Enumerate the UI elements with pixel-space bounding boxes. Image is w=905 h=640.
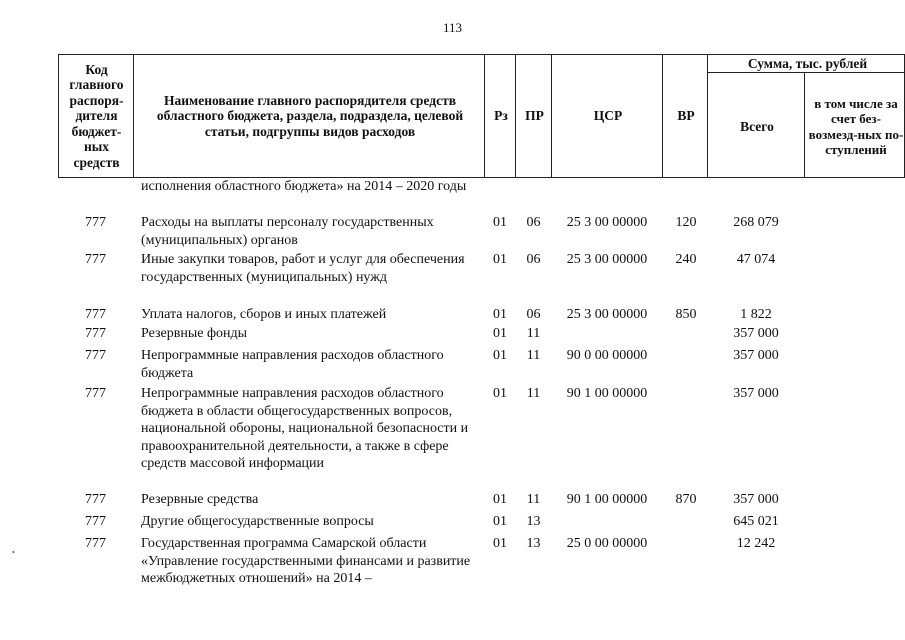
row-pr: 11 <box>526 326 541 341</box>
row-rz: 01 <box>493 536 507 551</box>
row-total: 357 000 <box>733 348 779 363</box>
row-name: Другие общегосударственные вопросы <box>141 514 374 529</box>
row-rz: 01 <box>493 252 507 267</box>
scan-speck: • <box>12 548 15 557</box>
header-divider <box>484 54 485 178</box>
header-grants: в том числе за счет без-возмезд-ных по-ступлений <box>808 95 904 157</box>
row-name: Иные закупки товаров, работ и услуг для обеспечения государственных (муниципальных) нужд <box>141 252 465 285</box>
row-vr: 850 <box>675 307 697 322</box>
header-divider <box>662 54 663 178</box>
header-pr: ПР <box>525 108 544 124</box>
row-vr: 240 <box>675 252 697 267</box>
row-total: 1 822 <box>740 307 772 322</box>
row-total: 357 000 <box>733 492 779 507</box>
header-sum: Сумма, тыс. рублей <box>747 56 868 72</box>
header-sum-divider <box>707 72 905 73</box>
row-total: 47 074 <box>736 252 776 267</box>
row-code: 777 <box>85 252 106 267</box>
row-pr: 11 <box>526 492 541 507</box>
row-name: Резервные фонды <box>141 326 248 341</box>
header-code: Код главного распоря-дителя бюджет-ных средств <box>69 61 124 170</box>
header-csr: ЦСР <box>593 108 623 124</box>
row-csr: 25 3 00 00000 <box>566 252 648 267</box>
row-code: 777 <box>85 492 106 507</box>
row-code: 777 <box>85 386 106 401</box>
row-pr: 06 <box>526 252 541 267</box>
row-total: 12 242 <box>736 536 776 551</box>
page-number: 113 <box>442 20 463 35</box>
header-divider <box>804 73 805 178</box>
row-pr: 11 <box>526 348 541 363</box>
row-total: 357 000 <box>733 386 779 401</box>
row-vr: 870 <box>675 492 697 507</box>
row-total: 357 000 <box>733 326 779 341</box>
row-code: 777 <box>85 514 106 529</box>
row-rz: 01 <box>493 386 507 401</box>
row-csr: 90 0 00 00000 <box>566 348 648 363</box>
row-rz: 01 <box>493 492 507 507</box>
row-csr: 25 0 00 00000 <box>566 536 648 551</box>
row-rz: 01 <box>493 307 507 322</box>
row-code: 777 <box>85 536 106 551</box>
row-rz: 01 <box>493 514 507 529</box>
row-csr: 25 3 00 00000 <box>566 307 648 322</box>
header-divider <box>551 54 552 178</box>
row-rz: 01 <box>493 326 507 341</box>
row-name: Резервные средства <box>141 492 259 507</box>
header-divider <box>515 54 516 178</box>
row-total: 268 079 <box>733 215 779 230</box>
row-pr: 13 <box>526 536 541 551</box>
row-vr: 120 <box>675 215 697 230</box>
row-pr: 13 <box>526 514 541 529</box>
row-code: 777 <box>85 348 106 363</box>
header-name: Наименование главного распорядителя средств областного бюджета, раздела, подраздела, целевой статьи, подгруппы видов расходов <box>156 92 464 139</box>
row-name: Непрограммные направления расходов областного бюджета в области общегосударственных вопросов, национальной обороны, национальной безопасности и правоохранительной деятельности, а также в сфере средств массовой информации <box>141 386 469 471</box>
row-pr: 11 <box>526 386 541 401</box>
row-rz: 01 <box>493 215 507 230</box>
header-rz: Рз <box>494 108 508 124</box>
header-total: Всего <box>740 118 774 134</box>
row-csr: 25 3 00 00000 <box>566 215 648 230</box>
row-code: 777 <box>85 326 106 341</box>
row-rz: 01 <box>493 348 507 363</box>
row-total: 645 021 <box>733 514 779 529</box>
row-code: 777 <box>85 307 106 322</box>
row-code: 777 <box>85 215 106 230</box>
row-csr: 90 1 00 00000 <box>566 386 648 401</box>
header-vr: ВР <box>677 108 695 124</box>
row-name: Государственная программа Самарской области «Управление государственными финансами и развитие межбюджетных отношений» на 2014 – <box>141 536 471 586</box>
row-csr: 90 1 00 00000 <box>566 492 648 507</box>
row-name: Непрограммные направления расходов областного бюджета <box>141 348 444 381</box>
row-name: Уплата налогов, сборов и иных платежей <box>141 307 387 322</box>
row-pr: 06 <box>526 215 541 230</box>
header-divider <box>133 54 134 178</box>
row-pr: 06 <box>526 307 541 322</box>
row-name: Расходы на выплаты персоналу государственных (муниципальных) органов <box>141 215 434 248</box>
continuation-text: исполнения областного бюджета» на 2014 – 2020 годы <box>141 179 467 194</box>
